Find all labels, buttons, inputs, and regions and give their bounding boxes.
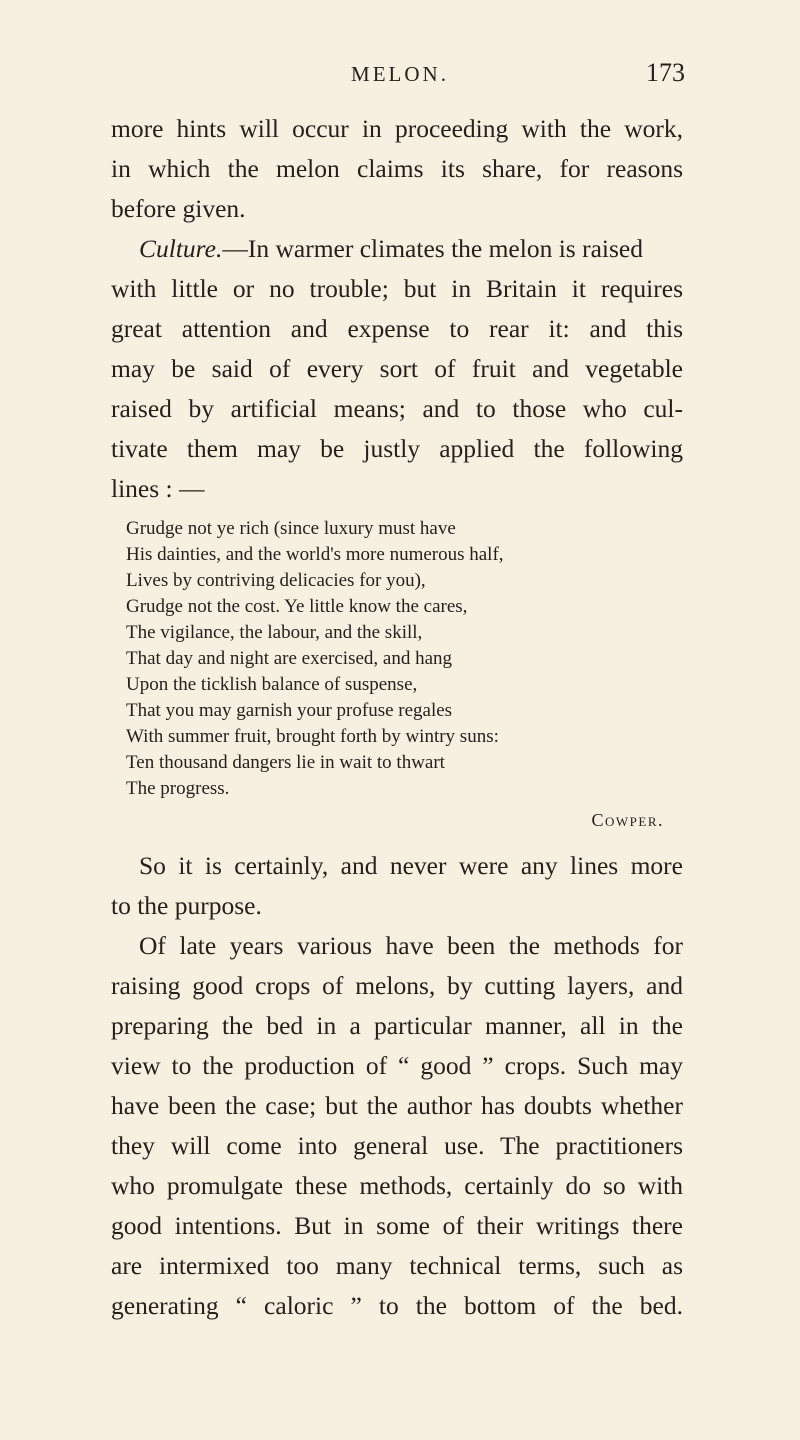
text-line: view to the production of “ good ” crops. Such may [111,1051,683,1080]
text-line: tivate them may be justly applied the following [111,434,683,463]
text-line: to the purpose. [111,891,262,920]
text-line: may be said of every sort of fruit and vegetable [111,354,683,383]
text-line: have been the case; but the author has doubts whether [111,1091,683,1120]
text-line: great attention and expense to rear it: and this [111,314,683,343]
text-line: more hints will occur in proceeding with the work, [111,114,683,143]
poem-line: Lives by contriving delicacies for you), [126,570,426,591]
poem-line: Grudge not ye rich (since luxury must have [126,518,456,539]
poem-attribution: Cowper. [591,810,664,830]
poem-line: The progress. [126,778,230,799]
text-line: raised by artificial means; and to those who cul- [111,394,683,423]
culture-first-line [139,229,683,269]
poem-line: That you may garnish your profuse regales [126,700,453,721]
text-line: preparing the bed in a particular manner, all in the [111,1011,683,1040]
text-line: are intermixed too many technical terms, such as [111,1251,683,1280]
text-line: Of late years various have been the methods for [139,931,683,960]
poem-line: That day and night are exercised, and hang [126,648,453,669]
poem-line: His dainties, and the world's more numerous half, [126,544,504,565]
poem-line: Ten thousand dangers lie in wait to thwart [126,752,445,773]
poem-line: Upon the ticklish balance of suspense, [126,674,418,695]
text-line: in which the melon claims its share, for reasons [111,154,683,183]
text-line: lines : — [111,474,205,503]
text-line: raising good crops of melons, by cutting layers, and [111,971,683,1000]
poem-line: The vigilance, the labour, and the skill, [126,622,423,643]
text-line: generating “ caloric ” to the bottom of the bed. [111,1291,683,1320]
poem-line: Grudge not the cost. Ye little know the cares, [126,596,468,617]
text-line: good intentions. But in some of their writings there [111,1211,683,1240]
text-line: with little or no trouble; but in Britain it requires [111,274,683,303]
culture-first-line-rest: —In warmer climates the melon is raised [222,234,643,263]
text-line: So it is certainly, and never were any lines more [139,851,683,880]
page-number: 173 [646,58,685,87]
text-line: before given. [111,194,246,223]
text-line: who promulgate these methods, certainly do so with [111,1171,683,1200]
text-line: they will come into general use. The practitioners [111,1131,683,1160]
page-header [0,58,800,98]
poem-line: With summer fruit, brought forth by wintry suns: [126,726,499,747]
running-title: MELON. [351,62,449,86]
culture-heading: Culture. [139,234,223,263]
